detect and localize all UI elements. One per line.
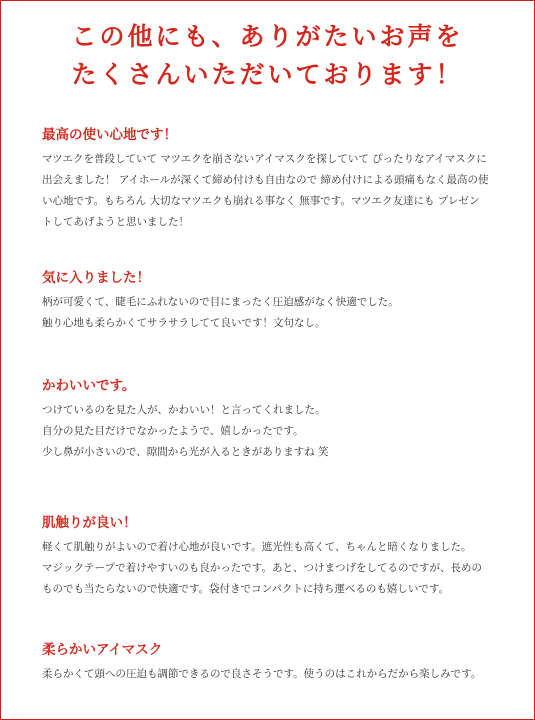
review-line: 出会えました！ アイホールが深くて締め付けも自由なので 締め付けによる頭痛もなく最高の使 (42, 174, 489, 186)
review-line: マジックテープで着けやすいのも良かったです。あと、つけまつげをしてるのですが、長めの (42, 562, 482, 574)
review-body (42, 400, 504, 463)
review-title: 最高の使い心地です！ (42, 127, 177, 143)
review-line: トしてあげようと思いました！ (42, 216, 189, 228)
page-headline (0, 18, 535, 94)
review-title: 柔らかいアイマスク (42, 642, 163, 658)
review-body (42, 537, 504, 600)
review-body (42, 664, 504, 685)
review-title: 気に入りました！ (42, 270, 150, 286)
review-line: 少し鼻が小さいので、隙間から光が入るときがありますね 笑 (42, 446, 329, 458)
review-title: かわいいです。 (42, 378, 136, 394)
review-line: 自分の見た目だけでなかったようで、嬉しかったです。 (42, 425, 304, 437)
headline-line-1: この他にも、ありがたいお声を (71, 22, 464, 51)
review-line: 触り心地も柔らかくてサラサラしてて良いです！文句なし。 (42, 317, 326, 329)
review-line: 柔らかくて頭への圧迫も調節できるので良さそうです。使うのはこれからだから楽しみです。 (42, 668, 482, 680)
review-title: 肌触りが良い！ (42, 515, 137, 531)
review-line: つけているのを見た人が、かわいい！と言ってくれました。 (42, 404, 326, 416)
review-line: い心地です。もちろん 大切なマツエクも崩れる事なく 無事です。マツエク友達にも プレゼン (42, 195, 480, 207)
review-line: ものでも当たらないので快適です。袋付きでコンパクトに持ち運べるのも嬉しいです。 (42, 583, 450, 595)
review-line: マツエクを普段していて マツエクを崩さないアイマスクを探していて ぴったりなアイマスクに (42, 153, 487, 165)
headline-line-2: たくさんいただいております！ (71, 60, 464, 89)
review-line: 柄が可愛くて、睫毛にふれないので目にまったく圧迫感がなく快適でした。 (42, 296, 399, 308)
review-body (42, 292, 504, 334)
review-line: 軽くて肌触りがよいので着け心地が良いです。遮光性も高くて、ちゃんと暗くなりました。 (42, 541, 472, 553)
review-body (42, 149, 504, 233)
